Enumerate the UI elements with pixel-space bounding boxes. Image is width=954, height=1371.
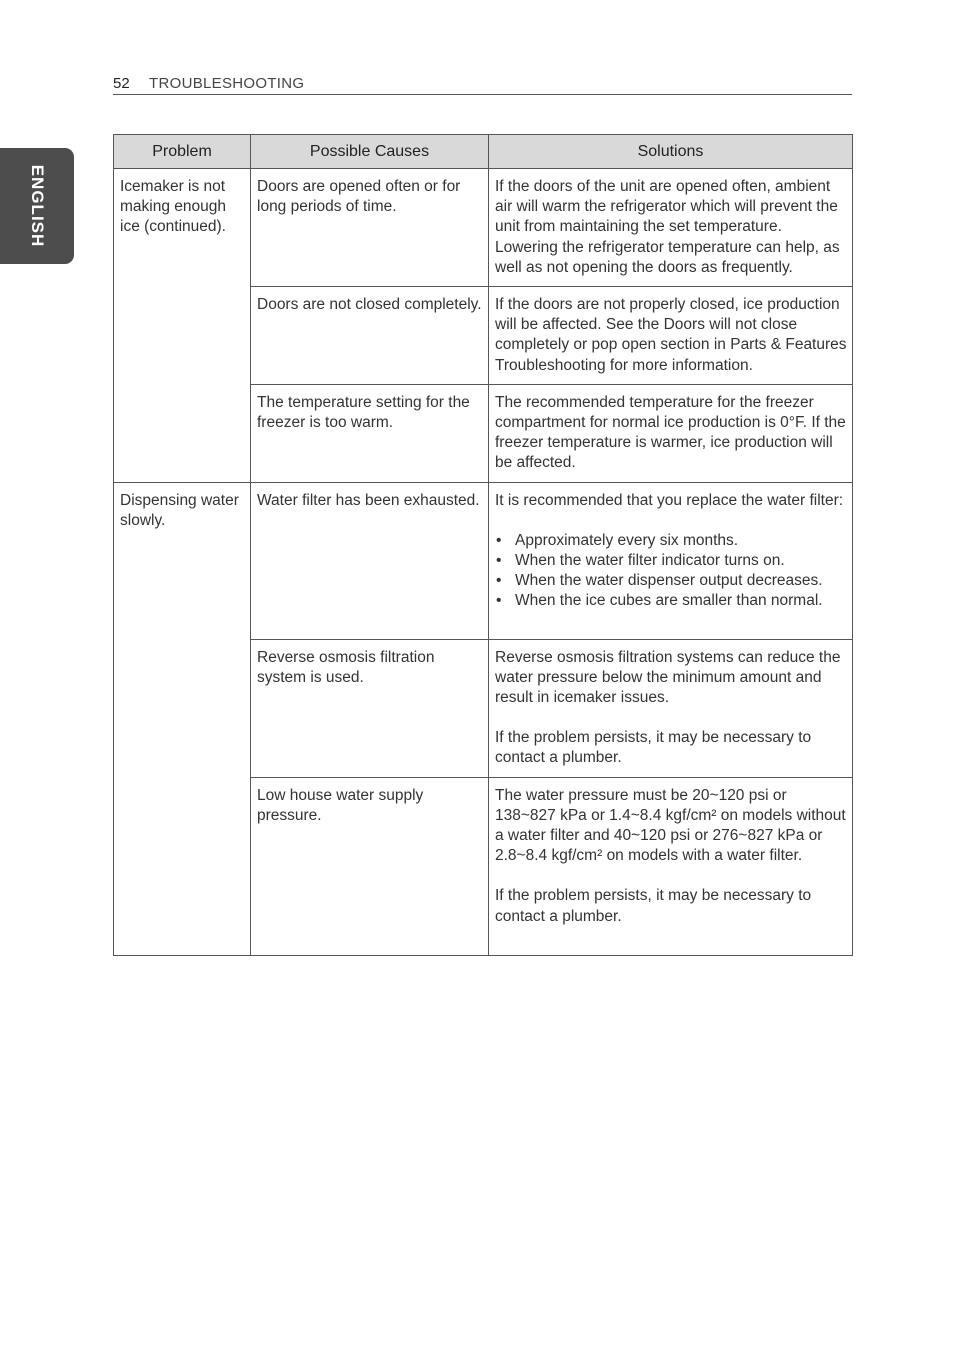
problem-cell xyxy=(114,482,251,955)
cause-text: Doors are opened often or for long periods of time. xyxy=(257,178,461,216)
solution-text: If the doors of the unit are opened often, ambient air will warm the refrigerator which will prevent the unit from maintaining the set temperature. Lowering the refrigerator temperature can help, as well as not opening the doors as frequently. xyxy=(495,178,840,276)
list-item: • Approximately every six months. xyxy=(495,531,847,551)
table-header-row xyxy=(114,135,853,169)
solution-bullet-list xyxy=(495,531,847,612)
solution-text: Reverse osmosis filtration systems can reduce the water pressure below the minimum amount and result in icemaker issues. xyxy=(495,648,841,707)
cause-text: Low house water supply pressure. xyxy=(257,786,424,824)
table-row xyxy=(114,482,853,639)
solution-text: If the doors are not properly closed, ice production will be affected. See the Doors will not close completely or pop open section in Parts & Features Troubleshooting for more information. xyxy=(495,296,847,374)
cause-cell xyxy=(251,169,489,287)
cause-cell xyxy=(251,777,489,955)
cause-cell xyxy=(251,639,489,777)
problem-text: Icemaker is not making enough ice (continued). xyxy=(120,178,226,236)
cause-text: Doors are not closed completely. xyxy=(257,296,482,314)
list-item: • When the water dispenser output decreases. xyxy=(495,571,847,591)
solution-cell xyxy=(489,169,853,287)
solution-text: The recommended temperature for the freezer compartment for normal ice production is 0°F. If the freezer temperature is warmer, ice production will be affected. xyxy=(495,393,846,472)
solution-text: The water pressure must be 20~120 psi or 138~827 kPa or 1.4~8.4 kgf/cm² on models without a water filter and 40~120 psi or 276~827 kPa or 2.8~8.4 kgf/cm² on models with a water filter. xyxy=(495,786,846,865)
page-header xyxy=(113,74,852,95)
language-tab-label: ENGLISH xyxy=(28,164,47,248)
column-header-causes: Possible Causes xyxy=(251,135,489,169)
problem-cell xyxy=(114,169,251,483)
list-item: • When the water filter indicator turns on. xyxy=(495,551,847,571)
solution-cell xyxy=(489,287,853,385)
solution-cell xyxy=(489,639,853,777)
troubleshooting-table xyxy=(113,134,853,956)
problem-text: Dispensing water slowly. xyxy=(120,491,239,529)
cause-cell xyxy=(251,482,489,639)
list-item: • When the ice cubes are smaller than normal. xyxy=(495,591,847,611)
column-header-problem: Problem xyxy=(114,135,251,169)
cause-cell xyxy=(251,287,489,385)
solution-cell xyxy=(489,777,853,955)
language-tab xyxy=(0,148,74,264)
page-number: 52 xyxy=(113,75,130,92)
solution-cell xyxy=(489,384,853,482)
solution-text: It is recommended that you replace the water filter: xyxy=(495,491,844,509)
cause-cell xyxy=(251,384,489,482)
cause-text: The temperature setting for the freezer is too warm. xyxy=(257,393,470,432)
cause-text: Reverse osmosis filtration system is used. xyxy=(257,648,435,686)
section-title: TROUBLESHOOTING xyxy=(149,75,305,92)
column-header-solutions: Solutions xyxy=(489,135,853,169)
cause-text: Water filter has been exhausted. xyxy=(257,491,480,509)
solution-text-secondary: If the problem persists, it may be necessary to contact a plumber. xyxy=(495,729,812,767)
solution-cell xyxy=(489,482,853,639)
solution-text-secondary: If the problem persists, it may be necessary to contact a plumber. xyxy=(495,887,812,925)
table-row xyxy=(114,169,853,287)
